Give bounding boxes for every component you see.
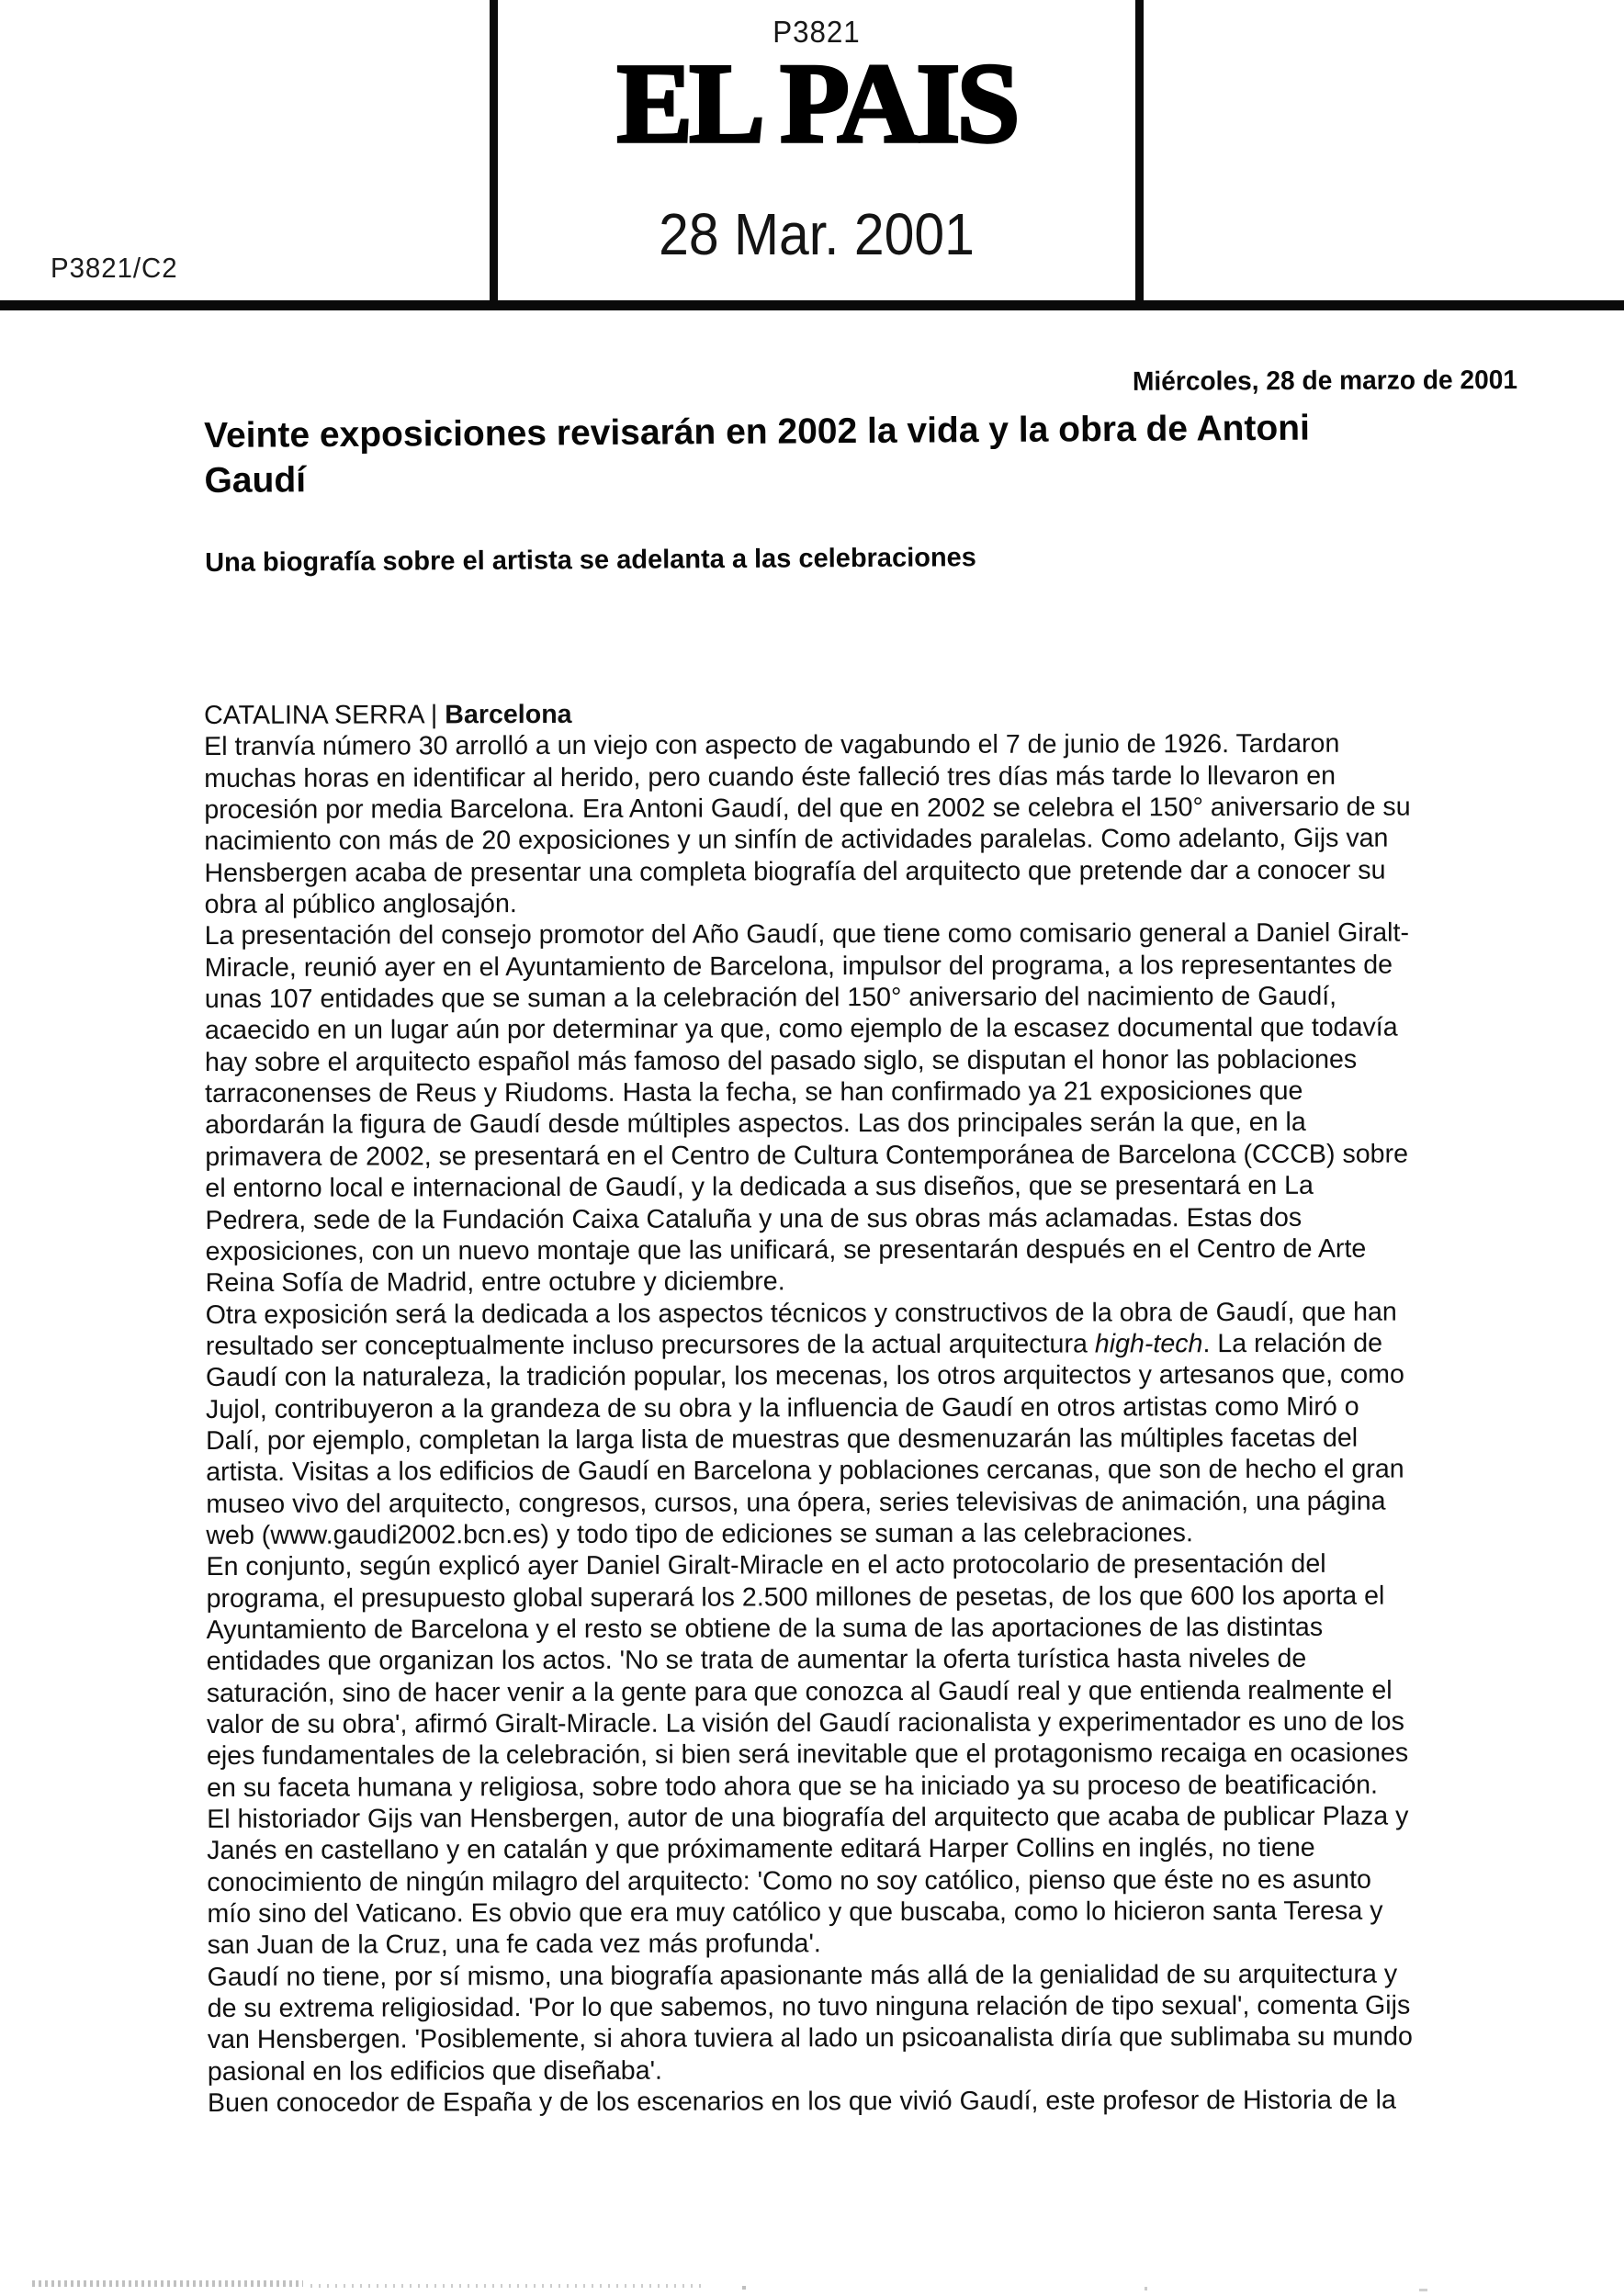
corner-catalog-label: P3821/C2 (51, 252, 178, 284)
scan-noise (32, 2280, 303, 2287)
article-paragraph: El tranvía número 30 arrolló a un viejo con aspecto de vagabundo el 7 de junio de 1926. Tardaron muchas horas en identificar al herido, pero cuando éste falleció tres días más tarde lo llevaron en procesión por media Barcelona. Era Antoni Gaudí, del que en 2002 se celebra el 150° aniversario de su nacimiento con más de 20 exposiciones y un sinfín de actividades paralelas. Como adelanto, Gijs van Hensbergen acaba de presentar una completa biografía del arquitecto que pretende dar a conocer su obra al público anglosajón. (204, 729, 1411, 920)
article-paragraph: La presentación del consejo promotor del Año Gaudí, que tiene como comisario general a Daniel Giralt- Miracle, reunió ayer en el Ayuntamiento de Barcelona, impulsor del programa, a los representantes de unas 107 entidades que se suman a la celebración del 150° aniversario del nacimiento de Gaudí, acaecido en un lugar aún por determinar ya que, como ejemplo de la escasez documental que todavía hay sobre el arquitecto español más famoso del pasado siglo, se disputan el honor las poblaciones tarraconenses de Reus y Riudoms. Hasta la fecha, se han confirmado ya 21 exposiciones que abordarán la figura de Gaudí desde múltiples aspectos. Las dos principales serán la que, en la primavera de 2002, se presentará en el Centro de Cultura Contemporánea de Barcelona (CCCB) sobre el entorno local e internacional de Gaudí, y la dedicada a sus diseños, que se presentará en La Pedrera, sede de la Fundación Caixa Cataluña y una de sus obras más aclamadas. Estas dos exposiciones, con un nuevo montaje que las unificará, se presentarán después en el Centro de Arte Reina Sofía de Madrid, entre octubre y diciembre. (204, 917, 1410, 1299)
scan-noise (1145, 2287, 1147, 2290)
masthead-left-bar (490, 0, 498, 300)
article-headline: Veinte exposiciones revisarán en 2002 la vida y la obra de Antoni Gaudí (204, 408, 1311, 501)
byline-author: CATALINA SERRA (204, 700, 423, 730)
article-head-block (204, 404, 1518, 579)
edition-dateline: Miércoles, 28 de marzo de 2001 (1132, 366, 1518, 397)
article-paragraph: El historiador Gijs van Hensbergen, autor de una biografía del arquitecto que acaba de publicar Plaza y Janés en castellano y en catalán y que próximamente editará Harper Collins en inglés, no tiene conocimiento de ningún milagro del arquitecto: 'Como no soy católico, pienso que éste no es asunto mío sino del Vaticano. Es obvio que era muy católico y que buscaba, como lo hicieron santa Teresa y san Juan de la Cruz, una fe cada vez más profunda'. (207, 1801, 1409, 1961)
newspaper-logo: EL PAIS (616, 40, 1017, 166)
article-subheadline: Una biografía sobre el artista se adelanta a las celebraciones (205, 543, 976, 578)
scan-noise (310, 2284, 705, 2288)
masthead-date-stamp: 28 Mar. 2001 (659, 201, 975, 267)
byline-separator: | (430, 700, 438, 730)
masthead-catalog-number: P3821 (773, 15, 861, 49)
article-body-block (204, 696, 1585, 2119)
scan-noise (1419, 2289, 1427, 2291)
paragraph-text: . La relación de Gaudí con la naturaleza, la tradición popular, los mecenas, los otros arquitectos y artesanos que, como Jujol, contribuyeron a la grandeza de su obra y la influencia de Gaudí en otros artistas como Miró o Dalí, por ejemplo, completan la larga lista de muestras que desmenuzarán las múltiples facetas del artista. Visitas a los edificios de Gaudí en Barcelona y poblaciones cercanas, que son de hecho el gran museo vivo del arquitecto, congresos, cursos, una ópera, series televisivas de animación, una página web (www.gaudi2002.bcn.es) y todo tipo de ediciones se suman a las celebraciones. (205, 1328, 1404, 1550)
article-paragraph: Gaudí no tiene, por sí mismo, una biografía apasionante más allá de la genialidad de su arquitectura y de su extrema religiosidad. 'Por lo que sabemos, no tuvo ninguna relación de tipo sexual', comenta Gijs van Hensbergen. 'Posiblemente, si ahora tuviera al lado un psicoanalista diría que sublimaba su mundo pasional en los edificios que diseñaba'. (207, 1959, 1413, 2087)
article-paragraph: En conjunto, según explicó ayer Daniel Giralt-Miracle en el acto protocolario de presentación del programa, el presupuesto global superará los 2.500 millones de pesetas, de los que 600 los aporta el Ayuntamiento de Barcelona y el resto se obtiene de la suma de las aportaciones de las distintas entidades que organizan los actos. 'No se trata de aumentar la oferta turística hasta niveles de saturación, sino de hacer venir a la gente para que conozca al Gaudí real y que entienda realmente el valor de su obra', afirmó Giralt-Miracle. La visión del Gaudí racionalista y experimentador es uno de los ejes fundamentales de la celebración, si bien será inevitable que el protagonismo recaiga en ocasiones en su faceta humana y religiosa, sobre todo ahora que se ha iniciado ya su proceso de beatificación. (206, 1549, 1409, 1803)
scan-noise (742, 2286, 746, 2290)
paragraph-italic-text: high-tech (1094, 1329, 1203, 1359)
byline-location: Barcelona (445, 699, 572, 730)
masthead-right-bar (1135, 0, 1144, 300)
masthead-bottom-rule (0, 300, 1624, 310)
paragraph-text: Otra exposición será la dedicada a los aspectos técnicos y constructivos de la obra de Gaudí, que han resultado ser conceptualmente incluso precursores de la actual arquitectura (205, 1297, 1397, 1361)
article-byline (204, 696, 1582, 731)
article-paragraph: Buen conocedor de España y de los escenarios en los que vivió Gaudí, este profesor de Historia de la (207, 2085, 1396, 2119)
article-paragraph (206, 1296, 1585, 1552)
